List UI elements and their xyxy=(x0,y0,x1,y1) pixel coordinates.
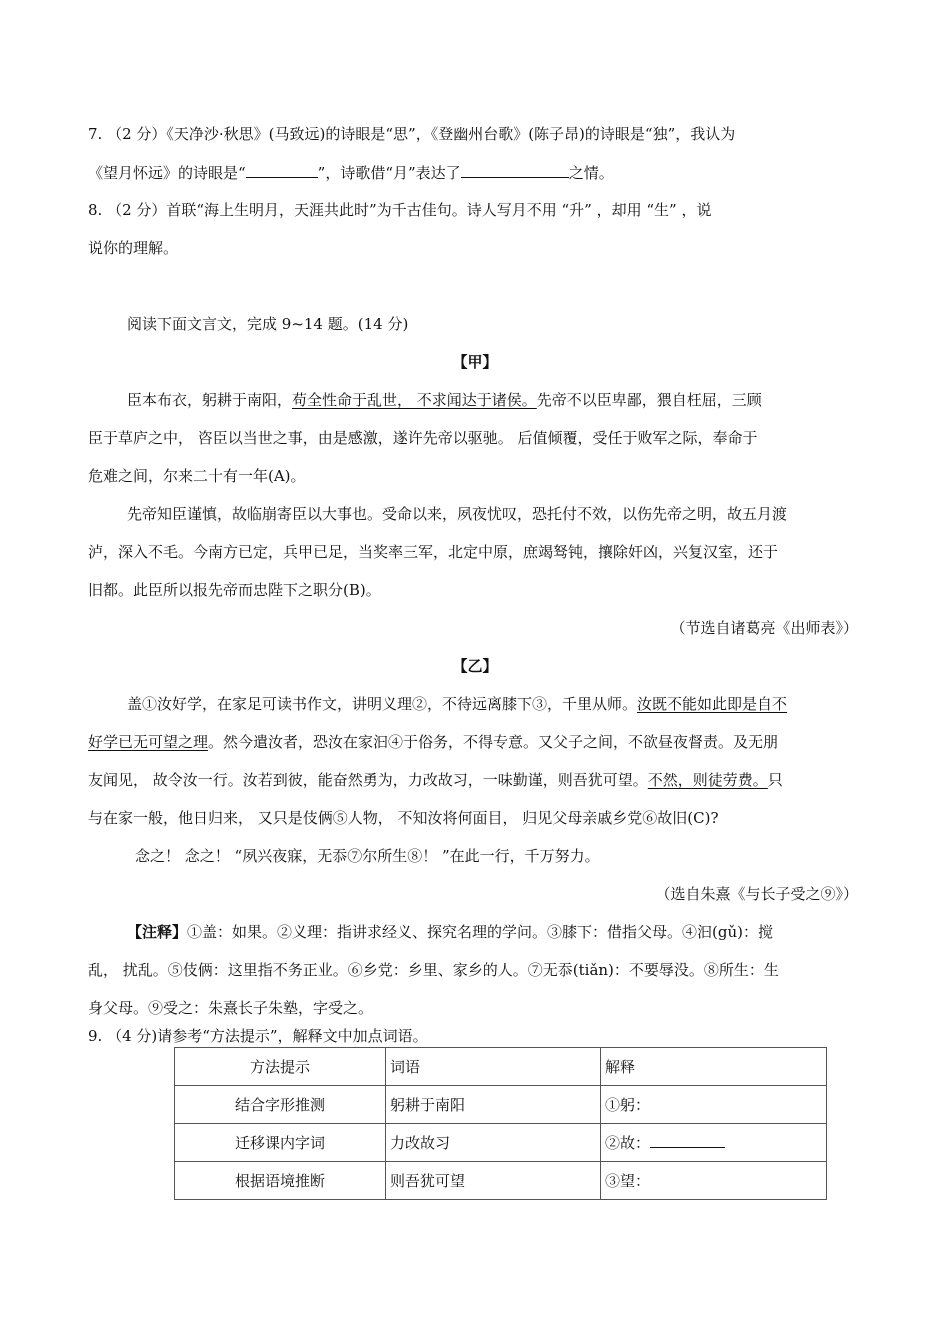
table-row xyxy=(175,1086,827,1124)
jia-p2-line-3: 旧都。此臣所以报先帝而忠陛下之职分(B)。 xyxy=(88,581,381,599)
table-row xyxy=(175,1162,827,1200)
jia-p2-line-2: 泸，深入不毛。今南方已定，兵甲已足，当奖率三军，北定中原，庶竭驽钝，攘除奸凶，兴复汉室，还于 xyxy=(88,543,779,561)
q7-text-a: 《望月怀远》的诗眼是“ xyxy=(88,164,246,182)
q7-blank-2[interactable] xyxy=(461,162,569,178)
yi-underlined-sentence-2: 不然，则徒劳费。 xyxy=(647,771,768,789)
yi-p1-line-1 xyxy=(127,694,787,714)
q9-prompt: 9. （4 分)请参考“方法提示”，解释文中加点词语。 xyxy=(88,1027,428,1045)
table-cell-phrase: 力改故习 xyxy=(386,1124,601,1162)
table-header-cell: 方法提示 xyxy=(175,1048,386,1086)
q7-text-b: ”，诗歌借“月”表达了 xyxy=(317,164,461,182)
notes-label: 【注释】 xyxy=(127,923,188,941)
table-cell-answer[interactable] xyxy=(601,1124,827,1162)
table-cell-method: 迁移课内字词 xyxy=(175,1124,386,1162)
table-cell-answer[interactable] xyxy=(601,1086,827,1124)
yi-p1-line-2 xyxy=(88,732,778,752)
q7-text-c: 之情。 xyxy=(568,164,614,182)
jia-p1-text-a: 臣本布衣，躬耕于南阳， xyxy=(127,391,293,409)
jia-heading: 【甲】 xyxy=(452,353,498,371)
table-cell-phrase: 则吾犹可望 xyxy=(386,1162,601,1200)
q8-line-1: 8. （2 分）首联“海上生明月，天涯共此时”为千古佳句。诗人写月不用 “升” ，却用 “生” ，说 xyxy=(88,201,712,219)
q7-blank-1[interactable] xyxy=(246,162,318,178)
jia-p2-line-1: 先帝知臣谨慎，故临崩寄臣以大事也。受命以来，夙夜忧叹，恐托付不效，以伤先帝之明，故五月渡 xyxy=(127,505,788,523)
jia-p1-line-3: 危难之间，尔来二十有一年(A)。 xyxy=(88,467,306,485)
yi-p2: 念之！ 念之！ “夙兴夜寐，无忝⑦尔所生⑧！ ”在此一行，千万努力。 xyxy=(135,847,600,865)
jia-source: （节选自诸葛亮《出师表》） xyxy=(670,619,858,637)
notes-text-1: ①盖：如果。②义理：指讲求经义、探究名理的学问。③膝下：借指父母。④汩(gǔ)：搅 xyxy=(187,923,773,941)
yi-underlined-sentence-1b: 好学已无可望之理 xyxy=(88,733,209,751)
table-header-cell: 解释 xyxy=(601,1048,827,1086)
q8-line-2: 说你的理解。 xyxy=(88,239,179,257)
yi-heading: 【乙】 xyxy=(452,657,498,675)
answer-label: ③望： xyxy=(605,1172,651,1190)
yi-p1-text-b: 。然今遣汝者，恐汝在家汩④于俗务，不得专意。又父子之间，不欲昼夜督责。及无朋 xyxy=(208,733,779,751)
q7-line-1: 7. （2 分）《天净沙·秋思》(马致远)的诗眼是“思”，《登幽州台歌》(陈子昂)的诗眼是“独”，我认为 xyxy=(88,125,736,143)
table-cell-phrase: 躬耕于南阳 xyxy=(386,1086,601,1124)
answer-label: ①躬： xyxy=(605,1096,651,1114)
jia-p1-text-b: 先帝不以臣卑鄙，猥自枉屈，三顾 xyxy=(536,391,762,409)
yi-p1-text-a: 盖①汝好学，在家足可读书作文，讲明义理②，不待远离膝下③，千里从师。 xyxy=(127,695,638,713)
jia-p1-line-1 xyxy=(127,390,762,410)
jia-underlined-sentence: 苟全性命于乱世， 不求闻达于诸侯。 xyxy=(292,391,537,409)
yi-underlined-sentence-1a: 汝既不能如此即是自不 xyxy=(637,695,788,713)
table-row xyxy=(175,1124,827,1162)
notes-line-2: 乱， 扰乱。⑤伎俩：这里指不务正业。⑥乡党：乡里、家乡的人。⑦无忝(tiǎn)：不要辱没。⑧所生：生 xyxy=(88,961,779,979)
table-cell-method: 结合字形推测 xyxy=(175,1086,386,1124)
answer-label: ②故： xyxy=(605,1134,651,1152)
yi-p1-text-c: 友闻见， 故令汝一行。汝若到彼，能奋然勇为，力改故习，一味勤谨，则吾犹可望。 xyxy=(88,771,648,789)
notes-line-3: 身父母。⑨受之：朱熹长子朱塾，字受之。 xyxy=(88,999,374,1017)
yi-p1-line-3 xyxy=(88,770,783,790)
yi-source: （选自朱熹《与长子受之⑨》） xyxy=(655,885,858,903)
table-cell-answer[interactable] xyxy=(601,1162,827,1200)
yi-p1-line-4: 与在家一般，他日归来， 又只是伎俩⑤人物， 不知汝将何面目， 归见父母亲戚乡党⑥故旧(C)? xyxy=(88,809,719,827)
yi-p1-text-d: 只 xyxy=(767,771,783,789)
table-header-cell: 词语 xyxy=(386,1048,601,1086)
q7-line-2 xyxy=(88,162,614,183)
reading-intro: 阅读下面文言文，完成 9~14 题。(14 分) xyxy=(127,315,409,333)
answer-blank[interactable] xyxy=(650,1133,725,1148)
table-cell-method: 根据语境推断 xyxy=(175,1162,386,1200)
method-table xyxy=(174,1047,827,1200)
table-header-row xyxy=(175,1048,827,1086)
jia-p1-line-2: 臣于草庐之中， 咨臣以当世之事，由是感激，遂许先帝以驱驰。 后值倾覆，受任于败军之际，奉命于 xyxy=(88,429,758,447)
notes-line-1 xyxy=(127,922,773,942)
